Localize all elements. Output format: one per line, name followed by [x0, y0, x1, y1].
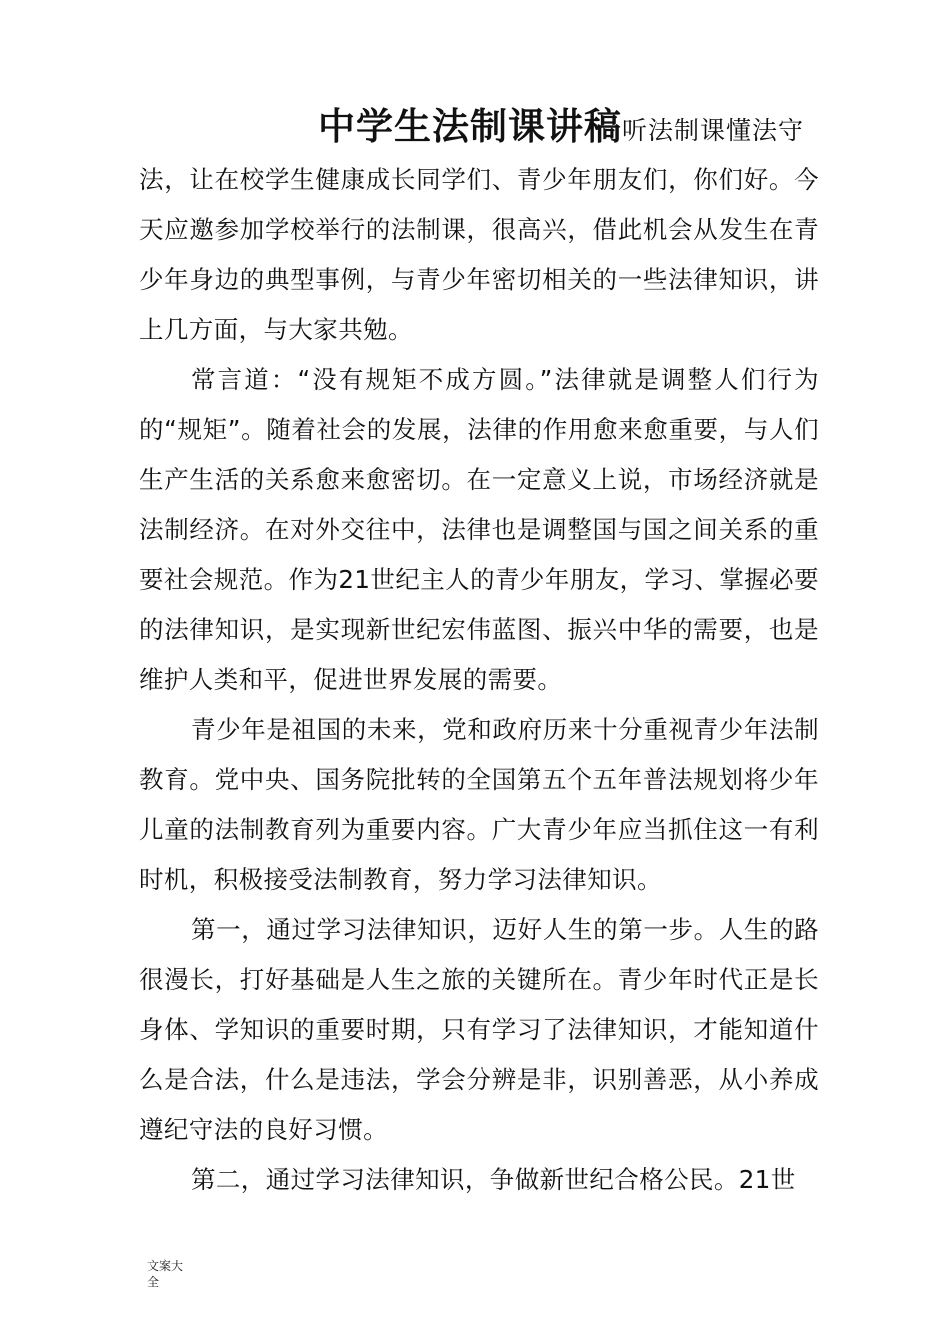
- title-line: [318, 96, 804, 150]
- paragraph-5: 第二，通过学习法律知识，争做新世纪合格公民。21世: [191, 1165, 796, 1194]
- document-subtitle: 听法制课懂法守: [622, 116, 805, 145]
- footer-label: 文案大全: [147, 1259, 184, 1289]
- document-title: 中学生法制课讲稿: [318, 105, 622, 148]
- paragraph-3: 青少年是祖国的未来，党和政府历来十分重视青少年法制教育。党中央、国务院批转的全国第五个五年普法规划将少年儿童的法制教育列为重要内容。广大青少年应当抓住这一有利时机，积极接受法制教育，努力学习法律知识。: [139, 715, 819, 894]
- paragraph-1: 法，让在校学生健康成长同学们、青少年朋友们，你们好。今天应邀参加学校举行的法制课，很高兴，借此机会从发生在青少年身边的典型事例，与青少年密切相关的一些法律知识，讲上几方面，与大家共勉。: [139, 165, 819, 344]
- paragraph-2: 常言道：“没有规矩不成方圆。”法律就是调整人们行为的“规矩”。随着社会的发展，法律的作用愈来愈重要，与人们生产生活的关系愈来愈密切。在一定意义上说，市场经济就是法制经济。在对外交往中，法律也是调整国与国之间关系的重要社会规范。作为21世纪主人的青少年朋友，学习、掌握必要的法律知识，是实现新世纪宏伟蓝图、振兴中华的需要，也是维护人类和平，促进世界发展的需要。: [139, 365, 819, 694]
- paragraph-4: 第一，通过学习法律知识，迈好人生的第一步。人生的路很漫长，打好基础是人生之旅的关键所在。青少年时代正是长身体、学知识的重要时期，只有学习了法律知识，才能知道什么是合法，什么是违法，学会分辨是非，识别善恶，从小养成遵纪守法的良好习惯。: [139, 915, 819, 1144]
- document-body: [139, 155, 819, 1205]
